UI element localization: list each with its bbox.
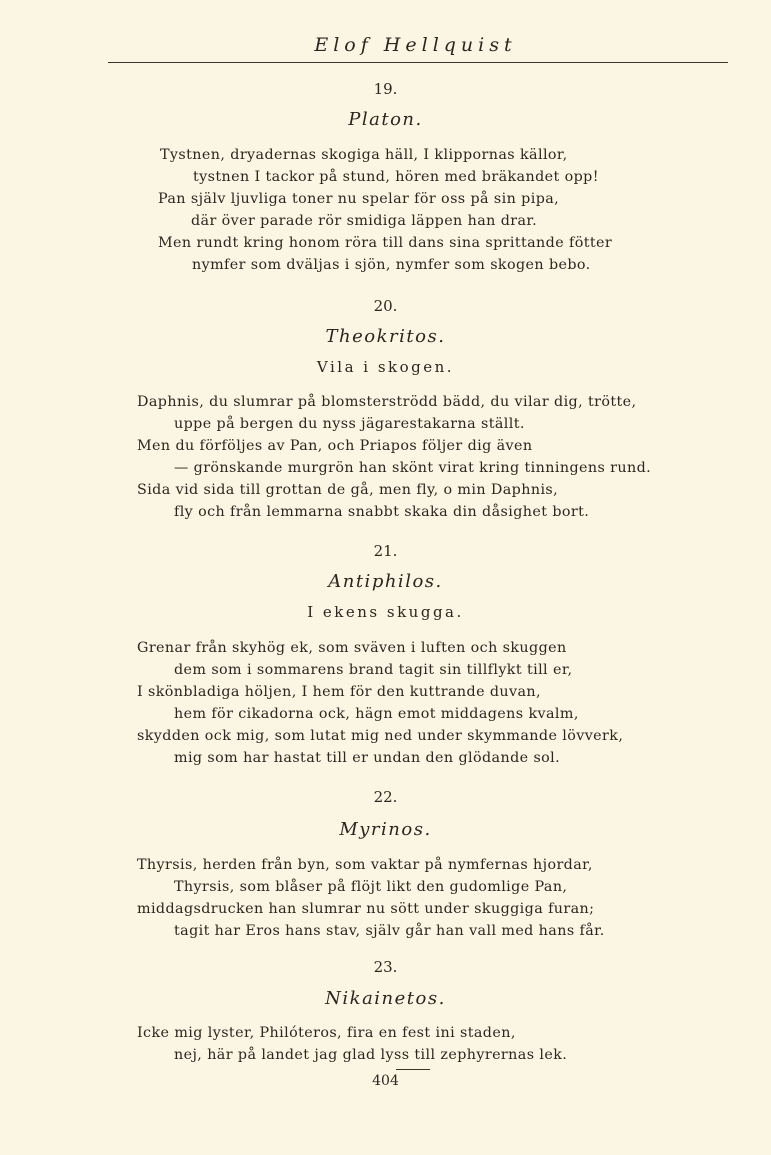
verse-line: middagsdrucken han slumrar nu sött under skuggiga furan; <box>137 901 595 917</box>
poem-number: 20. <box>373 297 398 315</box>
verse-line: tystnen I tackor på stund, hören med bräkandet opp! <box>193 169 599 185</box>
verse-line: dem som i sommarens brand tagit sin tillflykt till er, <box>174 662 573 678</box>
verse-line: fly och från lemmarna snabbt skaka din dåsighet bort. <box>174 504 590 520</box>
poem-number: 19. <box>373 80 398 98</box>
poem-author: Theokritos. <box>325 326 446 347</box>
verse-line: mig som har hastat till er undan den glödande sol. <box>174 750 561 766</box>
verse-line: I skönbladiga höljen, I hem för den kuttrande duvan, <box>137 684 541 700</box>
verse-line: tagit har Eros hans stav, själv går han vall med hans får. <box>174 923 605 939</box>
running-header: Elof Hellquist <box>314 34 517 56</box>
page-number: 404 <box>372 1073 399 1089</box>
verse-line: — grönskande murgrön han skönt virat kring tinningens rund. <box>174 460 652 476</box>
poem-number: 22. <box>373 788 398 806</box>
poem-author: Nikainetos. <box>325 988 446 1009</box>
header-rule <box>108 62 728 63</box>
poem-number: 23. <box>373 958 398 976</box>
verse-line: skydden ock mig, som lutat mig ned under skymmande lövverk, <box>137 728 624 744</box>
page-number-rule <box>396 1069 430 1070</box>
poem-number: 21. <box>373 542 398 560</box>
verse-line: nymfer som dväljas i sjön, nymfer som skogen bebo. <box>192 257 591 273</box>
verse-line: Men rundt kring honom röra till dans sina sprittande fötter <box>158 235 613 251</box>
verse-line: Men du förföljes av Pan, och Priapos följer dig även <box>137 438 533 454</box>
poem-author: Antiphilos. <box>328 571 443 592</box>
poem-author: Platon. <box>348 109 423 130</box>
verse-line: hem för cikadorna ock, hägn emot middagens kvalm, <box>174 706 579 722</box>
verse-line: Daphnis, du slumrar på blomsterströdd bädd, du vilar dig, trötte, <box>137 394 637 410</box>
verse-line: Pan själv ljuvliga toner nu spelar för oss på sin pipa, <box>158 191 560 207</box>
poem-author: Myrinos. <box>339 819 432 840</box>
verse-line: där över parade rör smidiga läppen han drar. <box>191 213 538 229</box>
verse-line: uppe på bergen du nyss jägarestakarna ställt. <box>174 416 525 432</box>
poem-subtitle: Vila i skogen. <box>316 358 455 376</box>
verse-line: Grenar från skyhög ek, som sväven i luften och skuggen <box>137 640 567 656</box>
verse-line: Thyrsis, herden från byn, som vaktar på nymfernas hjordar, <box>137 857 593 873</box>
verse-line: Icke mig lyster, Philóteros, fira en fest ini staden, <box>137 1025 516 1041</box>
poem-subtitle: I ekens skugga. <box>307 603 464 621</box>
verse-line: nej, här på landet jag glad lyss till zephyrernas lek. <box>174 1047 568 1063</box>
verse-line: Tystnen, dryadernas skogiga häll, I klippornas källor, <box>160 147 568 163</box>
verse-line: Thyrsis, som blåser på flöjt likt den gudomlige Pan, <box>174 879 568 895</box>
verse-line: Sida vid sida till grottan de gå, men fly, o min Daphnis, <box>137 482 559 498</box>
